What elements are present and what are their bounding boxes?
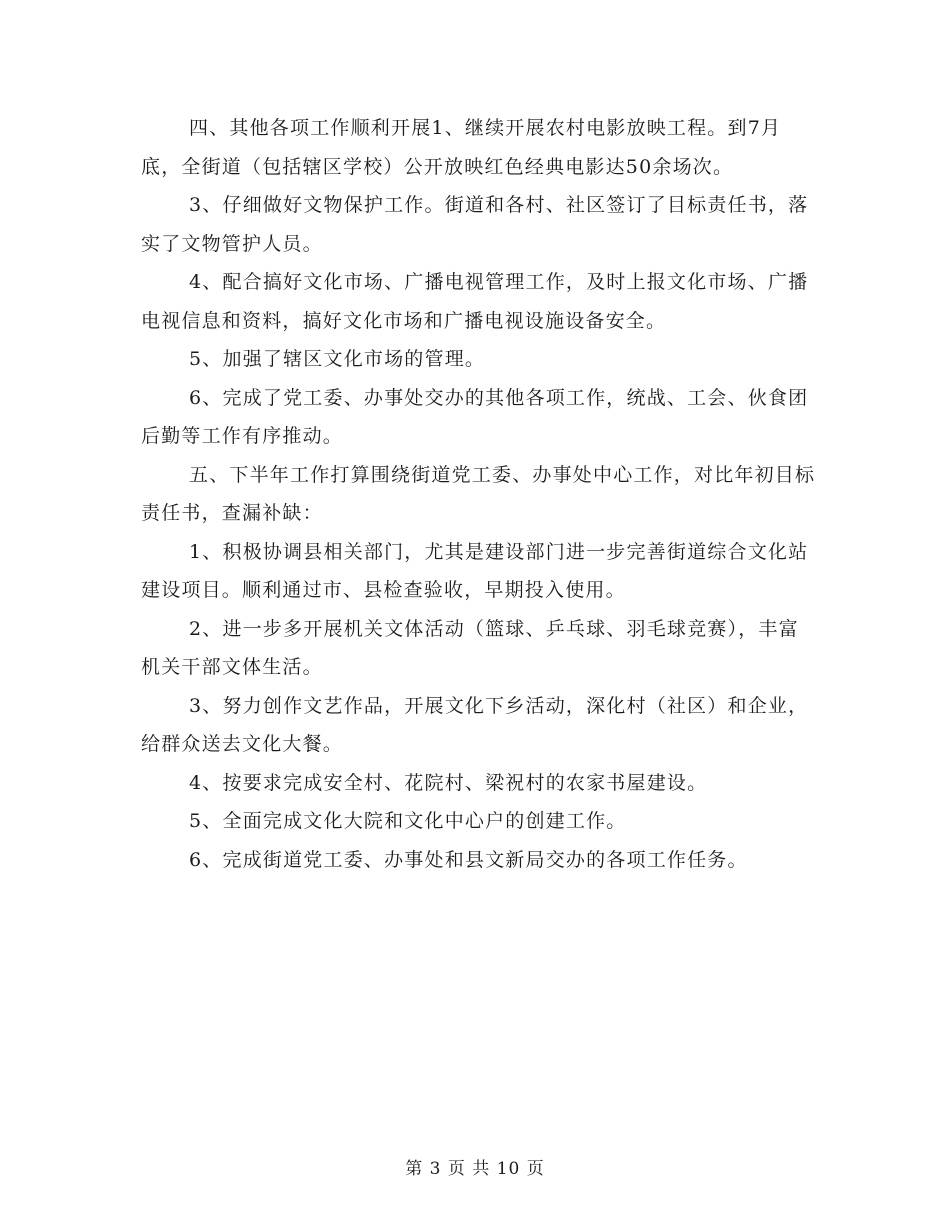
paragraph-item-6: 6、完成了党工委、办事处交办的其他各项工作，统战、工会、伙食团后勤等工作有序推动。 [141, 386, 809, 447]
paragraph-plan-item-1: 1、积极协调县相关部门，尤其是建设部门进一步完善街道综合文化站建设项目。顺利通过市、县检查验收，早期投入使用。 [141, 540, 809, 601]
page-number-label: 第 3 页 共 10 页 [405, 1159, 545, 1179]
paragraph-item-5: 5、加强了辖区文化市场的管理。 [189, 348, 486, 370]
page-footer [0, 1154, 950, 1179]
paragraph-section-five: 五、下半年工作打算围绕街道党工委、办事处中心工作，对比年初目标责任书，查漏补缺： [141, 463, 816, 524]
paragraph-plan-item-6: 6、完成街道党工委、办事处和县文新局交办的各项工作任务。 [189, 848, 748, 871]
paragraph-item-4: 4、配合搞好文化市场、广播电视管理工作，及时上报文化市场、广播电视信息和资料，搞好文化市场和广播电视设施设备安全。 [141, 271, 809, 332]
paragraph-plan-item-5: 5、全面完成文化大院和文化中心户的创建工作。 [189, 810, 627, 832]
paragraph-item-3: 3、仔细做好文物保护工作。街道和各村、社区签订了目标责任书，落实了文物管护人员。 [141, 194, 809, 255]
paragraph-section-four-item-1: 四、其他各项工作顺利开展1、继续开展农村电影放映工程。到7月底，全街道（包括辖区学校）公开放映红色经典电影达50余场次。 [141, 117, 782, 178]
paragraph-plan-item-2: 2、进一步多开展机关文体活动（篮球、乒乓球、羽毛球竞赛），丰富机关干部文体生活。 [141, 617, 799, 678]
document-body [141, 109, 816, 879]
paragraph-plan-item-4: 4、按要求完成安全村、花院村、梁祝村的农家书屋建设。 [189, 771, 708, 794]
paragraph-plan-item-3: 3、努力创作文艺作品，开展文化下乡活动，深化村（社区）和企业，给群众送去文化大餐。 [141, 694, 809, 755]
